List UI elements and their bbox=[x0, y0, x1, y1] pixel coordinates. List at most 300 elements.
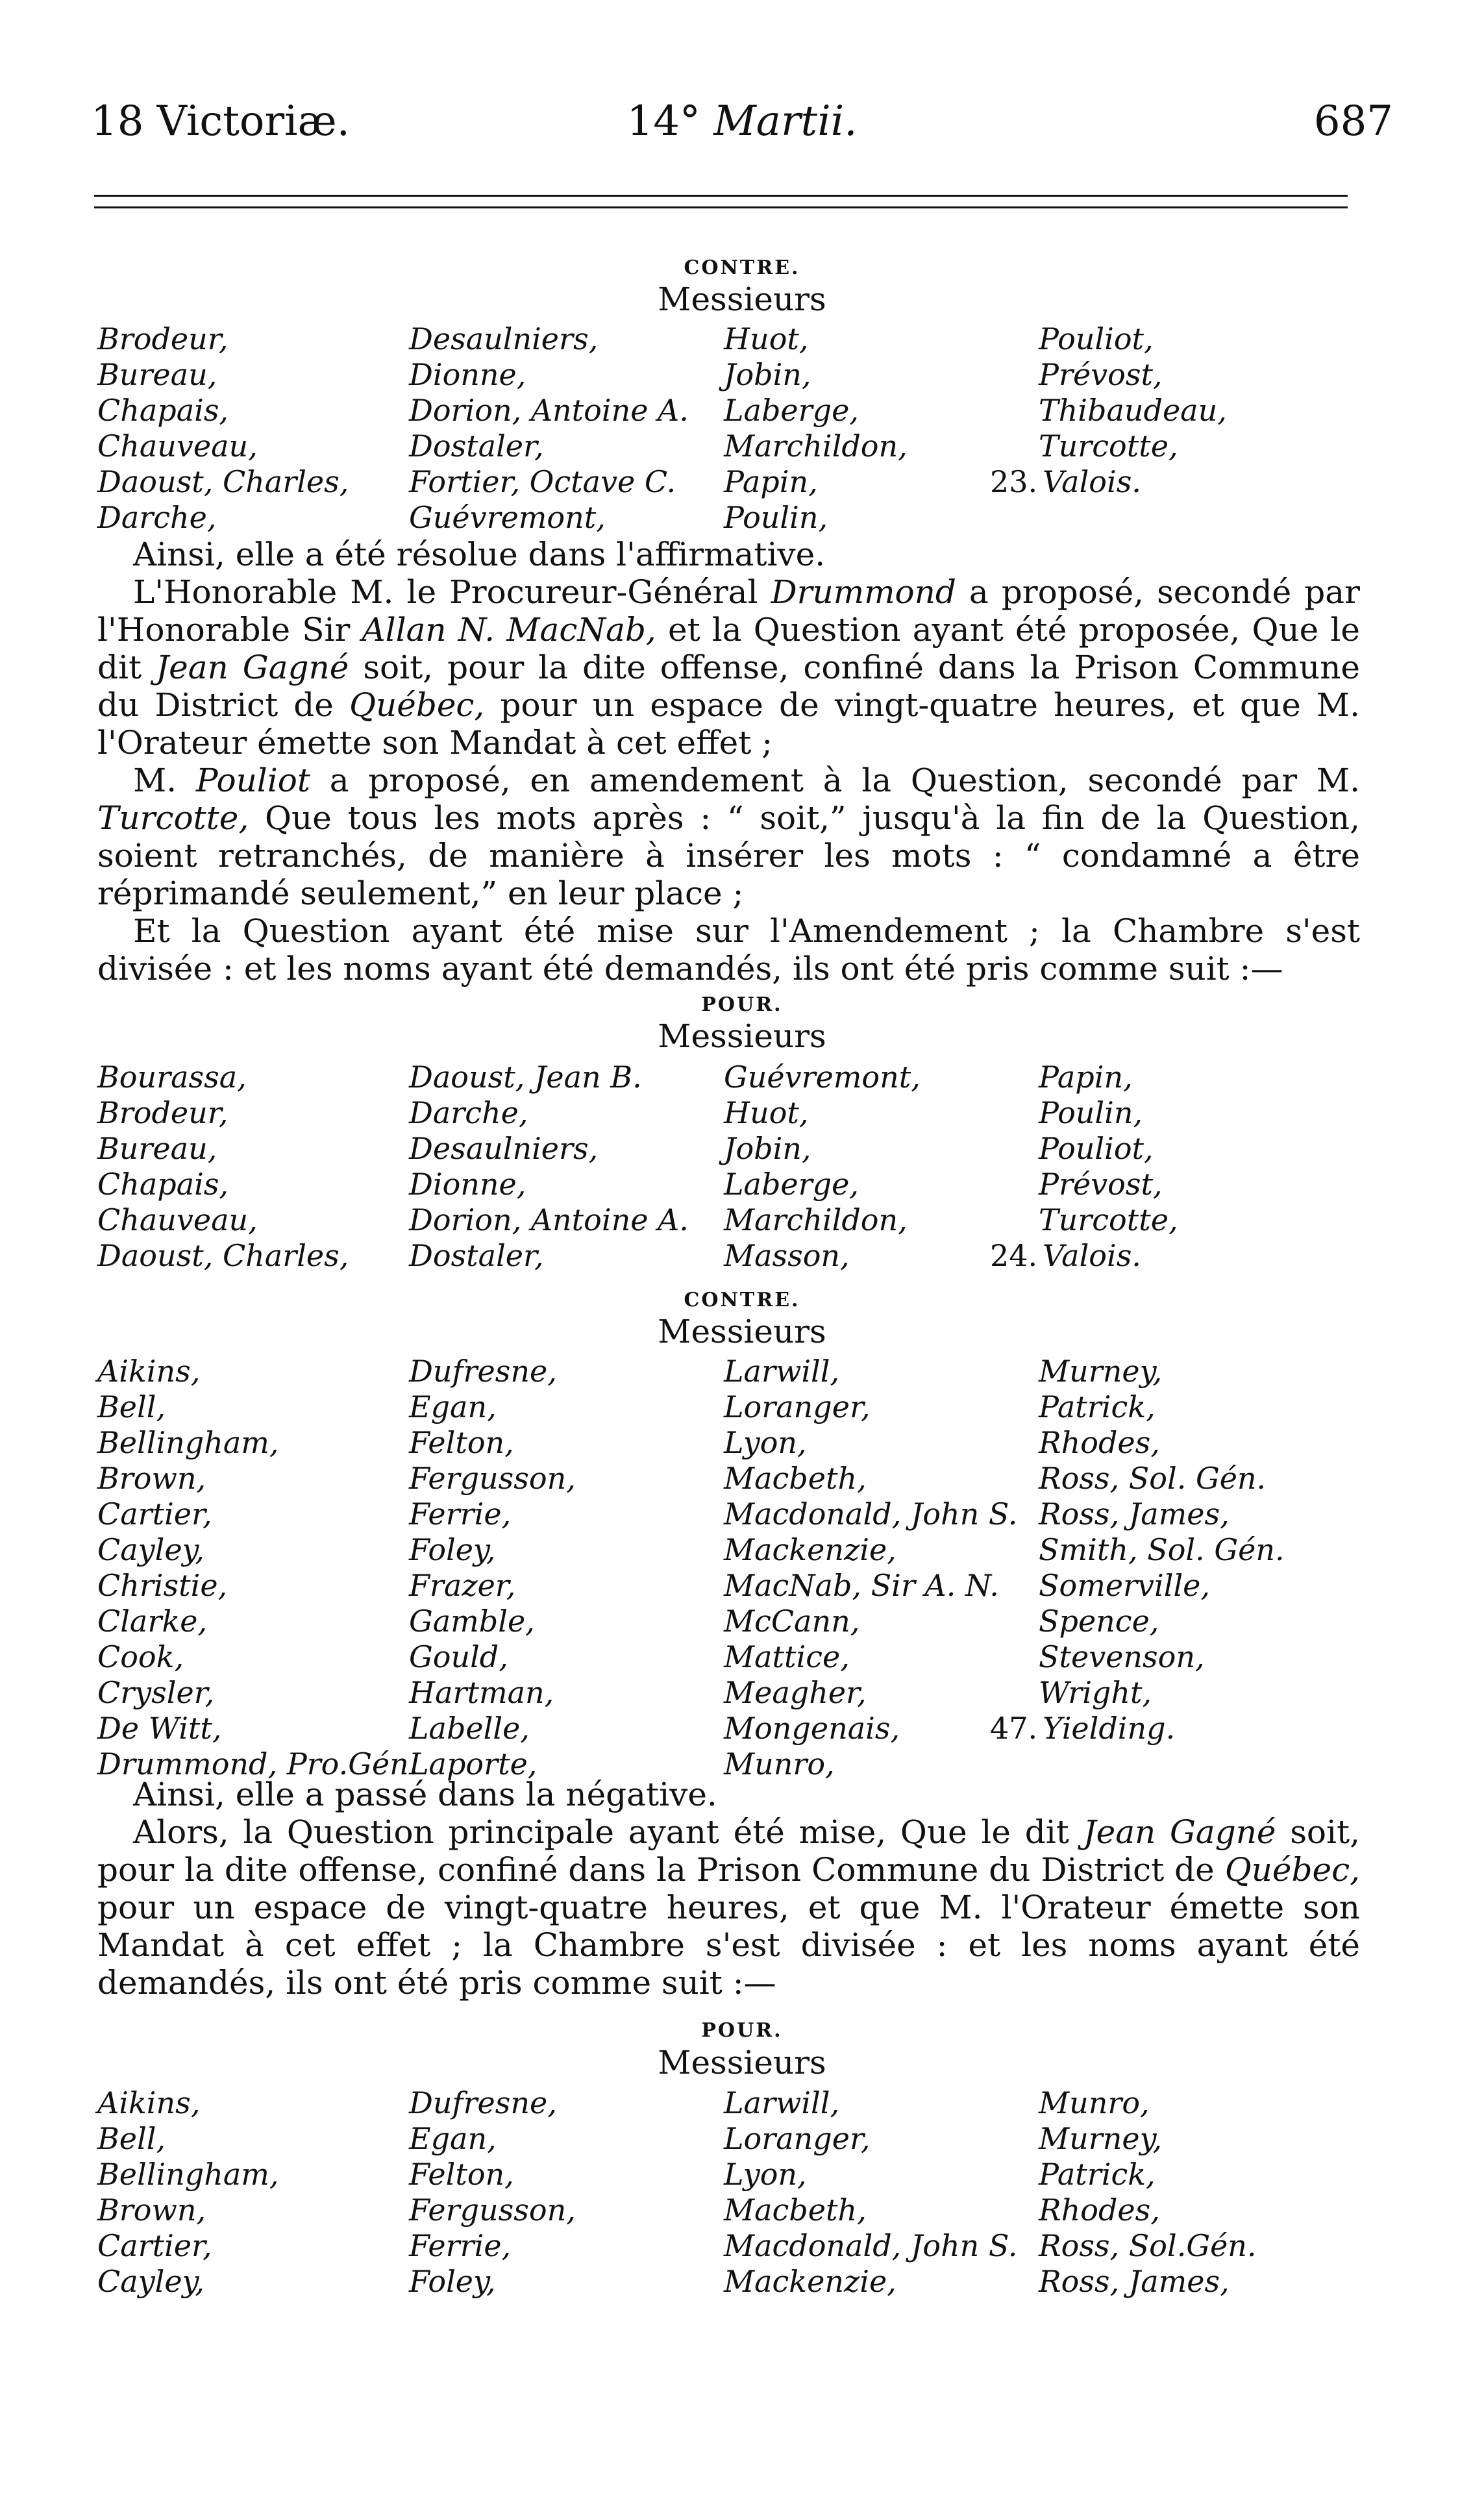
member-name bbox=[97, 1238, 349, 1273]
member-name-text: Prévost, bbox=[1039, 1167, 1163, 1202]
member-name bbox=[97, 1711, 222, 1746]
name-row bbox=[97, 1532, 1370, 1568]
member-name-text: Brown, bbox=[97, 1461, 206, 1496]
vote1-contre-list bbox=[97, 321, 1370, 536]
name-row bbox=[97, 2121, 1370, 2157]
member-name-text: Bellingham, bbox=[97, 1425, 279, 1460]
name-row bbox=[97, 1131, 1370, 1167]
member-name bbox=[97, 2228, 212, 2263]
member-name bbox=[409, 1639, 508, 1674]
member-name-text: Prévost, bbox=[1039, 357, 1163, 392]
member-name-text: Somerville, bbox=[1039, 1568, 1211, 1603]
name-row bbox=[97, 1711, 1370, 1746]
member-name bbox=[97, 1167, 229, 1202]
member-name bbox=[724, 1568, 999, 1603]
member-name-text: Dionne, bbox=[409, 1167, 526, 1202]
member-name bbox=[1039, 2085, 1150, 2120]
member-name bbox=[724, 428, 908, 464]
member-name-text: Huot, bbox=[724, 321, 809, 356]
text-block-1 bbox=[97, 536, 1360, 987]
member-name bbox=[1039, 1131, 1154, 1166]
member-name bbox=[724, 1461, 867, 1496]
member-name bbox=[97, 1095, 228, 1130]
member-name bbox=[1039, 393, 1227, 428]
member-name bbox=[409, 2264, 496, 2299]
member-name-text: Cartier, bbox=[97, 2228, 212, 2263]
member-name bbox=[724, 2192, 867, 2228]
header-date-month: Martii. bbox=[713, 97, 858, 145]
member-name-text: Chauveau, bbox=[97, 1202, 258, 1237]
member-name bbox=[724, 1354, 839, 1389]
member-name bbox=[97, 1354, 200, 1389]
para-division-1: Et la Question ayant été mise sur l'Amendement ; la Chambre s'est divisée : et les noms ayant été demandés, ils ont été pris comme suit :— bbox=[97, 912, 1360, 987]
vote1-contre-messieurs: Messieurs bbox=[658, 280, 826, 318]
member-name bbox=[724, 464, 818, 499]
member-name bbox=[1039, 2264, 1230, 2299]
member-name-text: Patrick, bbox=[1039, 1389, 1156, 1424]
name-row bbox=[97, 2264, 1370, 2300]
para-main-question bbox=[97, 1813, 1360, 2002]
member-name bbox=[1039, 2121, 1162, 2156]
member-name bbox=[1039, 2157, 1156, 2192]
member-name bbox=[409, 2157, 514, 2192]
name-row bbox=[97, 2192, 1370, 2228]
member-name bbox=[409, 1238, 544, 1273]
member-name-text: Bureau, bbox=[97, 357, 217, 392]
member-name bbox=[97, 2157, 279, 2192]
member-name-text: Smith, Sol. Gén. bbox=[1039, 1532, 1285, 1567]
name-quebec: Québec, bbox=[1224, 1851, 1360, 1889]
member-name bbox=[724, 2157, 807, 2192]
header-session: 18 Victoriæ. bbox=[91, 97, 350, 145]
member-name bbox=[724, 2085, 839, 2120]
name-gagne: Jean Gagné bbox=[1083, 1813, 1276, 1851]
member-name bbox=[724, 2228, 1017, 2263]
name-row bbox=[97, 2157, 1370, 2192]
vote3-pour-messieurs: Messieurs bbox=[658, 2044, 826, 2081]
member-name bbox=[724, 393, 859, 428]
name-pouliot: Pouliot bbox=[195, 762, 310, 799]
member-name-text: Dorion, Antoine A. bbox=[409, 1202, 689, 1237]
member-name bbox=[1039, 2228, 1257, 2263]
member-name bbox=[1039, 1675, 1152, 1710]
member-name bbox=[724, 1389, 871, 1424]
member-name bbox=[724, 357, 811, 392]
member-name bbox=[409, 428, 544, 464]
member-name bbox=[724, 500, 828, 535]
member-name bbox=[724, 1095, 809, 1130]
name-row bbox=[97, 321, 1370, 357]
member-name bbox=[409, 321, 598, 356]
member-name bbox=[409, 1461, 576, 1496]
member-name-text: Crysler, bbox=[97, 1675, 215, 1710]
member-name bbox=[97, 1568, 227, 1603]
member-name-text: Labelle, bbox=[409, 1711, 530, 1746]
member-name-text: Brown, bbox=[97, 2192, 206, 2228]
member-name-text: Lyon, bbox=[724, 2157, 807, 2192]
name-row bbox=[97, 393, 1370, 428]
member-name bbox=[1039, 1167, 1163, 1202]
member-name bbox=[409, 393, 689, 428]
name-row bbox=[97, 500, 1370, 536]
member-name-text: Fergusson, bbox=[409, 2192, 576, 2228]
name-row bbox=[97, 1568, 1370, 1604]
page-number: 687 bbox=[1313, 97, 1393, 145]
member-name-text: Mackenzie, bbox=[724, 2264, 897, 2299]
text-block-2 bbox=[97, 1776, 1360, 2002]
member-name bbox=[990, 1238, 1141, 1273]
vote2-contre-list bbox=[97, 1354, 1370, 1782]
vote1-contre-label: CONTRE. bbox=[684, 256, 800, 279]
vote3-pour-list bbox=[97, 2085, 1370, 2300]
vote2-pour-list bbox=[97, 1060, 1370, 1274]
member-name-text: Spence, bbox=[1039, 1604, 1159, 1639]
member-name-text: Valois. bbox=[1043, 1238, 1141, 1273]
member-name-text: Daoust, Jean B. bbox=[409, 1060, 642, 1095]
member-name-text: Gamble, bbox=[409, 1604, 535, 1639]
member-name-text: Dorion, Antoine A. bbox=[409, 393, 689, 428]
member-name-text: Chapais, bbox=[97, 1167, 229, 1202]
member-name bbox=[409, 2192, 576, 2228]
member-name-text: Drummond, Pro.Gén. bbox=[97, 1746, 419, 1781]
vote-count: 47. bbox=[990, 1711, 1038, 1746]
vote-count: 24. bbox=[990, 1238, 1038, 1273]
member-name-text: Larwill, bbox=[724, 1354, 840, 1389]
member-name-text: Jobin, bbox=[724, 357, 811, 392]
member-name-text: Darche, bbox=[409, 1095, 528, 1130]
member-name-text: Desaulniers, bbox=[409, 321, 599, 356]
vote2-contre-label: CONTRE. bbox=[684, 1289, 800, 1311]
member-name-text: Gould, bbox=[409, 1639, 508, 1674]
member-name-text: Macdonald, John S. bbox=[724, 1496, 1018, 1532]
member-name-text: Fortier, Octave C. bbox=[409, 464, 676, 499]
member-name-text: Egan, bbox=[409, 2121, 497, 2156]
member-name bbox=[724, 1639, 850, 1674]
member-name-text: Daoust, Charles, bbox=[97, 464, 349, 499]
name-row bbox=[97, 1639, 1370, 1675]
member-name bbox=[409, 1675, 554, 1710]
name-row bbox=[97, 464, 1370, 500]
text-span: soit, pour la dite offense, confiné dans la Prison Commune du District de bbox=[97, 1813, 1360, 1889]
member-name bbox=[1039, 1425, 1160, 1460]
member-name bbox=[409, 1202, 689, 1237]
member-name-text: Cook, bbox=[97, 1639, 184, 1674]
text-span: Alors, la Question principale ayant été mise, Que le dit bbox=[133, 1813, 1083, 1851]
member-name-text: Rhodes, bbox=[1039, 2192, 1160, 2228]
member-name-text: Marchildon, bbox=[724, 428, 908, 464]
member-name-text: McCann, bbox=[724, 1604, 860, 1639]
member-name-text: Mackenzie, bbox=[724, 1532, 897, 1567]
header-rule-bottom bbox=[94, 206, 1348, 208]
member-name-text: Turcotte, bbox=[1039, 1202, 1178, 1237]
member-name bbox=[97, 1389, 166, 1424]
member-name-text: Yielding. bbox=[1043, 1711, 1176, 1746]
member-name-text: Aikins, bbox=[97, 2085, 201, 2120]
name-gagne: Jean Gagné bbox=[156, 649, 349, 686]
member-name-text: Mongenais, bbox=[724, 1711, 900, 1746]
name-macnab: Allan N. MacNab, bbox=[362, 611, 656, 649]
member-name bbox=[409, 1425, 514, 1460]
member-name-text: Chauveau, bbox=[97, 428, 258, 464]
name-row bbox=[97, 2228, 1370, 2264]
vote-count: 23. bbox=[990, 464, 1038, 499]
text-span: soit, pour la dite offense, confiné dans la Prison Commune du District de bbox=[97, 649, 1361, 724]
member-name-text: Loranger, bbox=[724, 2121, 871, 2156]
member-name-text: Bourassa, bbox=[97, 1060, 247, 1095]
name-row bbox=[97, 1496, 1370, 1532]
member-name-text: Meagher, bbox=[724, 1675, 867, 1710]
member-name-text: Foley, bbox=[409, 2264, 496, 2299]
member-name bbox=[97, 2264, 204, 2299]
member-name bbox=[97, 2121, 166, 2156]
text-span: Que tous les mots après : “ soit,” jusqu'à la fin de la Question, soient retranchés, de manière à insérer les mots : “ condamné a être réprimandé seulement,” en leur place ; bbox=[97, 799, 1360, 912]
member-name-text: Hartman, bbox=[409, 1675, 554, 1710]
member-name-text: Murney, bbox=[1039, 1354, 1163, 1389]
member-name bbox=[1039, 1604, 1159, 1639]
para-negative: Ainsi, elle a passé dans la négative. bbox=[133, 1776, 717, 1813]
member-name bbox=[97, 2192, 206, 2228]
member-name-text: Marchildon, bbox=[724, 1202, 908, 1237]
member-name-text: Loranger, bbox=[724, 1389, 871, 1424]
member-name bbox=[409, 357, 526, 392]
member-name-text: Brodeur, bbox=[97, 321, 229, 356]
member-name bbox=[409, 1604, 535, 1639]
text-span: a proposé, en amendement à la Question, secondé par M. bbox=[310, 762, 1360, 799]
member-name bbox=[1039, 428, 1178, 464]
member-name bbox=[409, 1711, 530, 1746]
member-name bbox=[97, 1202, 258, 1237]
member-name bbox=[1039, 2192, 1160, 2228]
member-name bbox=[990, 464, 1141, 499]
member-name-text: Rhodes, bbox=[1039, 1425, 1160, 1460]
member-name bbox=[724, 1675, 867, 1710]
member-name-text: Guévremont, bbox=[724, 1060, 921, 1095]
member-name bbox=[724, 1202, 908, 1237]
member-name bbox=[724, 1711, 900, 1746]
member-name-text: Darche, bbox=[97, 500, 217, 535]
member-name-text: Dufresne, bbox=[409, 1354, 557, 1389]
member-name bbox=[97, 1496, 212, 1532]
name-row bbox=[97, 1202, 1370, 1238]
member-name bbox=[990, 1711, 1175, 1746]
member-name-text: Felton, bbox=[409, 2157, 514, 2192]
name-turcotte: Turcotte, bbox=[97, 799, 249, 837]
para-amendment-pouliot bbox=[97, 762, 1360, 912]
name-row bbox=[97, 1167, 1370, 1202]
header-date bbox=[91, 97, 1393, 145]
member-name-text: Poulin, bbox=[724, 500, 828, 535]
member-name-text: Cayley, bbox=[97, 1532, 205, 1567]
text-span: pour un espace de vingt-quatre heures, et que M. l'Orateur émette son Mandat à cet effet ; la Chambre s'est divisée : et les noms ayant été demandés, ils ont été pris comme suit :— bbox=[97, 1889, 1360, 2002]
member-name bbox=[409, 1167, 526, 1202]
header-rule-top bbox=[94, 195, 1348, 197]
member-name-text: Dostaler, bbox=[409, 1238, 544, 1273]
member-name-text: Lyon, bbox=[724, 1425, 807, 1460]
member-name bbox=[409, 2121, 497, 2156]
member-name-text: Macdonald, John S. bbox=[724, 2228, 1018, 2263]
vote2-pour-messieurs: Messieurs bbox=[658, 1017, 826, 1055]
member-name-text: Foley, bbox=[409, 1532, 496, 1567]
member-name-text: De Witt, bbox=[97, 1711, 222, 1746]
member-name bbox=[409, 1131, 598, 1166]
name-row bbox=[97, 1389, 1370, 1425]
member-name-text: Pouliot, bbox=[1039, 1131, 1154, 1166]
member-name bbox=[1039, 357, 1163, 392]
member-name-text: Cayley, bbox=[97, 2264, 205, 2299]
member-name bbox=[97, 1425, 279, 1460]
name-quebec: Québec, bbox=[349, 686, 485, 724]
member-name-text: Bell, bbox=[97, 1389, 166, 1424]
vote3-pour-label: POUR. bbox=[701, 2019, 783, 2042]
member-name-text: Macbeth, bbox=[724, 2192, 867, 2228]
member-name bbox=[97, 1639, 184, 1674]
member-name bbox=[409, 2085, 557, 2120]
name-row bbox=[97, 1095, 1370, 1131]
member-name bbox=[97, 1675, 214, 1710]
member-name bbox=[97, 428, 258, 464]
member-name bbox=[409, 1389, 497, 1424]
member-name-text: Masson, bbox=[724, 1238, 850, 1273]
member-name bbox=[409, 1496, 511, 1532]
member-name bbox=[97, 464, 349, 499]
member-name-text: Desaulniers, bbox=[409, 1131, 599, 1166]
member-name-text: Munro, bbox=[724, 1746, 835, 1781]
member-name-text: Aikins, bbox=[97, 1354, 201, 1389]
para-resolue: Ainsi, elle a été résolue dans l'affirmative. bbox=[133, 536, 826, 573]
member-name bbox=[724, 2121, 871, 2156]
member-name bbox=[1039, 1568, 1210, 1603]
member-name-text: Munro, bbox=[1039, 2085, 1150, 2120]
member-name-text: Bellingham, bbox=[97, 2157, 279, 2192]
name-row bbox=[97, 1060, 1370, 1095]
member-name-text: Jobin, bbox=[724, 1131, 811, 1166]
member-name-text: Fergusson, bbox=[409, 1461, 576, 1496]
member-name-text: Laberge, bbox=[724, 1167, 859, 1202]
member-name-text: Papin, bbox=[1039, 1060, 1133, 1095]
member-name bbox=[409, 1532, 496, 1567]
member-name bbox=[97, 357, 217, 392]
member-name bbox=[724, 1425, 807, 1460]
member-name-text: Murney, bbox=[1039, 2121, 1163, 2156]
member-name-text: Thibaudeau, bbox=[1039, 393, 1227, 428]
name-row bbox=[97, 1604, 1370, 1639]
member-name-text: Macbeth, bbox=[724, 1461, 867, 1496]
vote2-contre-messieurs: Messieurs bbox=[658, 1313, 826, 1350]
member-name bbox=[724, 321, 809, 356]
member-name-text: Poulin, bbox=[1039, 1095, 1143, 1130]
member-name-text: Laporte, bbox=[409, 1746, 538, 1781]
para-motion-drummond bbox=[97, 573, 1360, 762]
member-name bbox=[724, 1238, 850, 1273]
text-span: et la Question ayant été proposée, Que le dit bbox=[97, 611, 1360, 686]
member-name bbox=[724, 1060, 921, 1095]
member-name bbox=[1039, 1532, 1285, 1567]
member-name bbox=[1039, 1354, 1162, 1389]
member-name bbox=[409, 1060, 642, 1095]
member-name bbox=[1039, 321, 1154, 356]
member-name-text: Bureau, bbox=[97, 1131, 217, 1166]
member-name-text: Larwill, bbox=[724, 2085, 840, 2120]
text-span: L'Honorable M. le Procureur-Général bbox=[133, 573, 771, 611]
member-name bbox=[1039, 1461, 1266, 1496]
member-name-text: Papin, bbox=[724, 464, 818, 499]
member-name bbox=[1039, 1202, 1178, 1237]
member-name bbox=[1039, 1389, 1156, 1424]
vote2-pour-label: POUR. bbox=[701, 993, 783, 1016]
member-name bbox=[97, 1131, 217, 1166]
member-name-text: Ferrie, bbox=[409, 2228, 512, 2263]
member-name-text: Turcotte, bbox=[1039, 428, 1178, 464]
name-row bbox=[97, 428, 1370, 464]
member-name bbox=[724, 1532, 897, 1567]
member-name bbox=[1039, 1496, 1230, 1532]
member-name bbox=[97, 393, 229, 428]
member-name-text: Felton, bbox=[409, 1425, 514, 1460]
name-row bbox=[97, 357, 1370, 393]
name-row bbox=[97, 1461, 1370, 1496]
running-head bbox=[91, 97, 1393, 149]
header-date-day: 14° bbox=[626, 97, 714, 145]
member-name-text: Wright, bbox=[1039, 1675, 1152, 1710]
member-name bbox=[409, 500, 606, 535]
member-name bbox=[1039, 1060, 1133, 1095]
member-name-text: Patrick, bbox=[1039, 2157, 1156, 2192]
member-name-text: Clarke, bbox=[97, 1604, 208, 1639]
member-name-text: Daoust, Charles, bbox=[97, 1238, 349, 1273]
member-name bbox=[97, 1060, 247, 1095]
member-name-text: Brodeur, bbox=[97, 1095, 229, 1130]
member-name-text: Guévremont, bbox=[409, 500, 606, 535]
member-name bbox=[724, 1496, 1017, 1532]
member-name-text: Bell, bbox=[97, 2121, 166, 2156]
member-name-text: Laberge, bbox=[724, 393, 859, 428]
member-name-text: Ross, James, bbox=[1039, 1496, 1230, 1532]
text-span: a proposé, secondé par l'Honorable Sir bbox=[97, 573, 1360, 649]
member-name bbox=[409, 464, 676, 499]
name-row bbox=[97, 1238, 1370, 1274]
member-name-text: Pouliot, bbox=[1039, 321, 1154, 356]
member-name bbox=[409, 1568, 515, 1603]
member-name-text: Chapais, bbox=[97, 393, 229, 428]
member-name-text: Frazer, bbox=[409, 1568, 516, 1603]
member-name-text: Stevenson, bbox=[1039, 1639, 1205, 1674]
member-name bbox=[97, 321, 228, 356]
member-name-text: Ferrie, bbox=[409, 1496, 512, 1532]
member-name bbox=[724, 1604, 859, 1639]
member-name bbox=[1039, 1639, 1205, 1674]
text-span: pour un espace de vingt-quatre heures, et que M. l'Orateur émette son Mandat à cet effet ; bbox=[97, 686, 1361, 762]
member-name bbox=[724, 1167, 859, 1202]
member-name-text: Cartier, bbox=[97, 1496, 212, 1532]
name-row bbox=[97, 1675, 1370, 1711]
member-name-text: MacNab, Sir A. N. bbox=[724, 1568, 999, 1603]
member-name bbox=[97, 1604, 207, 1639]
member-name bbox=[97, 1532, 204, 1567]
member-name bbox=[409, 1354, 557, 1389]
member-name-text: Dufresne, bbox=[409, 2085, 557, 2120]
name-row bbox=[97, 1425, 1370, 1461]
member-name bbox=[724, 2264, 897, 2299]
member-name-text: Huot, bbox=[724, 1095, 809, 1130]
member-name-text: Valois. bbox=[1043, 464, 1141, 499]
member-name-text: Ross, Sol. Gén. bbox=[1039, 1461, 1267, 1496]
member-name-text: Mattice, bbox=[724, 1639, 850, 1674]
member-name bbox=[97, 500, 217, 535]
text-span: M. bbox=[133, 762, 196, 799]
member-name-text: Dostaler, bbox=[409, 428, 544, 464]
member-name bbox=[724, 1131, 811, 1166]
member-name-text: Ross, Sol.Gén. bbox=[1039, 2228, 1257, 2263]
